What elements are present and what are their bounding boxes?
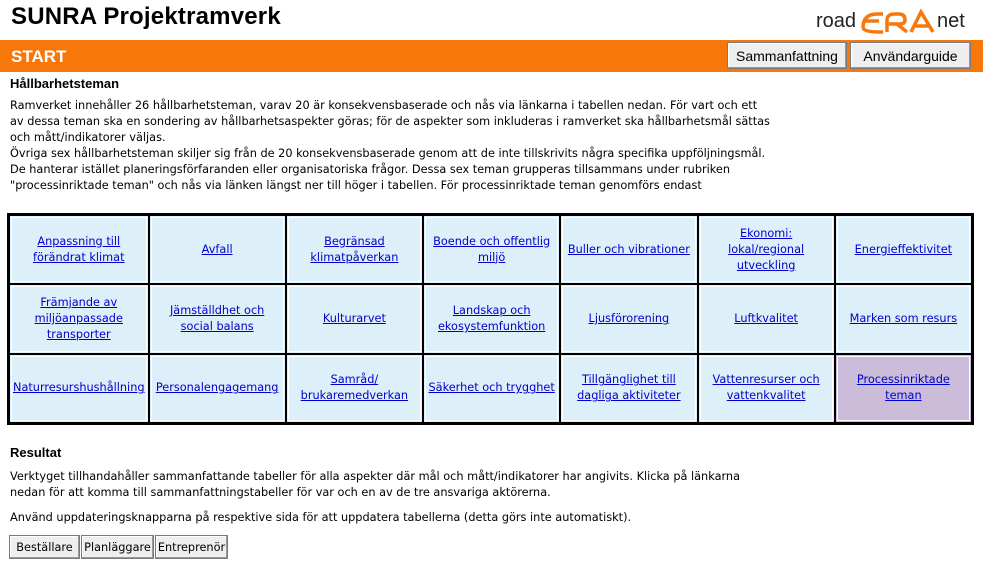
theme-link-personalengagemang[interactable]: Personalengagemang — [155, 381, 279, 395]
theme-cell[interactable] — [424, 355, 559, 422]
theme-cell[interactable] — [10, 355, 148, 422]
themes-intro — [10, 98, 770, 194]
theme-grid — [7, 213, 974, 425]
result-paragraph-2: Använd uppdateringsknapparna på respektive sida för att uppdatera tabellerna (detta görs inte automatiskt). — [10, 511, 632, 524]
theme-link-jamstalldhet[interactable]: Jämställdhet och social balans — [169, 303, 265, 333]
user-guide-button[interactable]: Användarguide — [850, 42, 971, 69]
theme-link-marken[interactable]: Marken som resurs — [849, 311, 958, 325]
theme-cell[interactable] — [424, 285, 559, 352]
roadera-logo — [814, 6, 974, 36]
theme-cell[interactable] — [287, 216, 422, 283]
theme-link-luftkvalitet[interactable]: Luftkvalitet — [734, 311, 798, 325]
logo-text-net: net — [937, 10, 965, 32]
result-paragraph-1: Verktyget tillhandahåller sammanfattande tabeller för alla aspekter där mål och mått/indikatorer har angivits. Klicka på länkarna nedan för att komma till sammanfattningstabeller för var och en av de tre ansvariga aktörerna. — [10, 470, 741, 499]
bestallare-button[interactable]: Beställare — [9, 535, 80, 559]
theme-cell[interactable] — [561, 216, 696, 283]
theme-cell[interactable] — [424, 216, 559, 283]
header-bar — [0, 40, 983, 72]
theme-link-boende[interactable]: Boende och offentlig miljö — [433, 234, 551, 264]
theme-cell[interactable] — [10, 216, 148, 283]
theme-link-kulturarvet[interactable]: Kulturarvet — [322, 311, 386, 325]
theme-cell[interactable] — [150, 216, 285, 283]
theme-link-landskap[interactable]: Landskap och ekosystemfunktion — [437, 303, 546, 333]
theme-cell[interactable] — [287, 355, 422, 422]
theme-link-tillganglighet[interactable]: Tillgänglighet till dagliga aktiviteter — [577, 373, 681, 403]
theme-link-processinriktade[interactable]: Processinriktade teman — [856, 373, 950, 403]
theme-cell[interactable] — [150, 285, 285, 352]
era-logo-icon — [859, 6, 939, 36]
theme-cell[interactable] — [10, 285, 148, 352]
theme-link-sakerhet[interactable]: Säkerhet och trygghet — [428, 381, 555, 395]
page-title: START — [11, 47, 67, 66]
theme-link-vattenresurser[interactable]: Vattenresurser och vattenkvalitet — [712, 373, 820, 403]
theme-link-energieffektivitet[interactable]: Energieffektivitet — [854, 242, 953, 256]
themes-paragraph-1: Ramverket innehåller 26 hållbarhetsteman, varav 20 är konsekvensbaserade och nås via länkarna i tabellen nedan. För vart och ett av dessa teman ska en sondering av hållbarhetsaspekter göras; för de aspekter som inkluderas i ramverket ska hållbarhetsmål sättas och mått/indikatorer väljas. — [10, 99, 770, 144]
logo-text-road: road — [816, 10, 857, 32]
theme-link-klimatpaverkan[interactable]: Begränsad klimatpåverkan — [310, 234, 399, 264]
themes-heading: Hållbarhetsteman — [10, 76, 120, 91]
theme-cell[interactable] — [699, 285, 834, 352]
planlaggare-button[interactable]: Planläggare — [81, 535, 154, 559]
theme-link-naturresurs[interactable]: Naturresurshushållning — [13, 381, 145, 395]
process-themes-cell[interactable] — [836, 355, 971, 422]
theme-link-samrad[interactable]: Samråd/ brukaremedverkan — [300, 373, 409, 403]
theme-link-avfall[interactable]: Avfall — [201, 242, 233, 256]
summary-button[interactable]: Sammanfattning — [727, 42, 847, 69]
theme-cell[interactable] — [150, 355, 285, 422]
theme-cell[interactable] — [836, 285, 971, 352]
theme-link-ekonomi[interactable]: Ekonomi: lokal/regional utveckling — [728, 226, 805, 272]
theme-cell[interactable] — [699, 216, 834, 283]
themes-paragraph-2: Övriga sex hållbarhetsteman skiljer sig från de 20 konsekvensbaserade genom att de inte tillskrivits några specifika uppföljningsmål. De hanterar istället planeringsförfaranden eller organisatoriska frågor. Dessa sex teman grupperas tillsammans under rubriken "processinriktade teman" och nås via länken längst ner till höger i tabellen. För processinriktade teman genomförs endast — [10, 147, 766, 192]
theme-cell[interactable] — [287, 285, 422, 352]
theme-cell[interactable] — [561, 355, 696, 422]
theme-cell[interactable] — [836, 216, 971, 283]
theme-cell[interactable] — [561, 285, 696, 352]
theme-cell[interactable] — [699, 355, 834, 422]
app-title: SUNRA Projektramverk — [11, 3, 281, 30]
result-heading: Resultat — [10, 445, 62, 460]
theme-link-anpassning[interactable]: Anpassning till förändrat klimat — [32, 234, 125, 264]
theme-link-buller[interactable]: Buller och vibrationer — [567, 242, 690, 256]
entreprenor-button[interactable]: Entreprenör — [155, 535, 228, 559]
theme-link-transporter[interactable]: Främjande av miljöanpassade transporter — [34, 295, 123, 341]
theme-link-ljusfororening[interactable]: Ljusförorening — [588, 311, 670, 325]
